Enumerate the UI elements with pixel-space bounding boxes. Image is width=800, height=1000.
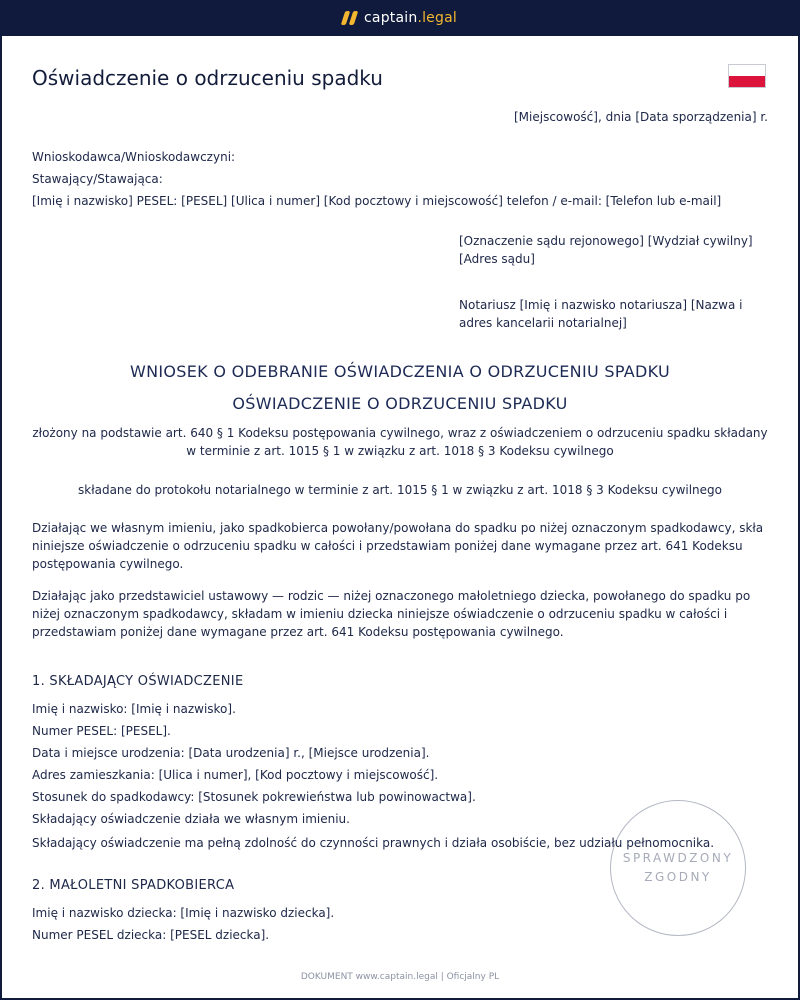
stamp-line: ZGODNY	[644, 870, 712, 884]
section1-line: Składający oświadczenie działa we własnym imieniu.	[32, 812, 350, 826]
section1-line: Imię i nazwisko: [Imię i nazwisko].	[32, 702, 236, 716]
legal-basis-line: złożony na podstawie art. 640 § 1 Kodeksu postępowania cywilnego, wraz z oświadczeniem o odrzuceniu spadku składany	[32, 426, 768, 440]
notarial-note: składane do protokołu notarialnego w terminie z art. 1015 § 1 w związku z art. 1018 § 3 Kodeksu cywilnego	[78, 483, 722, 497]
notary-line: adres kancelarii notarialnej]	[459, 316, 627, 330]
capacity-statement: Składający oświadczenie ma pełną zdolność do czynności prawnych i działa osobiście, bez udziału pełnomocnika.	[32, 836, 715, 850]
court-address	[459, 232, 753, 268]
stamp-line: SPRAWDZONY	[622, 851, 734, 865]
legal-basis-line: w terminie z art. 1015 § 1 w związku z art. 1018 § 3 Kodeksu cywilnego	[186, 444, 614, 458]
section1-line: Data i miejsce urodzenia: [Data urodzenia] r., [Miejsce urodzenia].	[32, 746, 430, 760]
section1-heading: 1. SKŁADAJĄCY OŚWIADCZENIE	[32, 674, 244, 689]
main-heading: WNIOSEK O ODEBRANIE OŚWIADCZENIA O ODRZUCENIU SPADKU	[129, 362, 670, 381]
document-title: Oświadczenie o odrzuceniu spadku	[32, 66, 383, 90]
section2-line: Imię i nazwisko dziecka: [Imię i nazwisko dziecka].	[32, 906, 335, 920]
brand-tld: .legal	[417, 10, 457, 26]
paragraph-own-behalf	[32, 519, 798, 573]
paragraph-line: niniejsze oświadczenie o odrzuceniu spadku w całości i przedstawiam poniżej dane wymagane przez art. 641 Kodeksu	[32, 539, 743, 553]
footer-text: DOKUMENT www.captain.legal | Oficjalny PL	[300, 972, 500, 982]
verification-stamp	[610, 800, 746, 936]
sub-heading: OŚWIADCZENIE O ODRZUCENIU SPADKU	[232, 394, 568, 413]
paragraph-line: postępowania cywilnego.	[32, 557, 184, 571]
appearing-label: Stawający/Stawająca:	[32, 172, 163, 186]
paragraph-line: przedstawiam poniżej dane wymagane przez art. 641 Kodeksu postępowania cywilnego.	[32, 625, 564, 639]
poland-flag-icon	[728, 64, 766, 88]
document-page	[2, 36, 798, 998]
brand-name: captain	[364, 10, 418, 26]
paragraph-legal-representative	[32, 587, 798, 641]
paragraph-line: Działając we własnym imieniu, jako spadkobierca powołany/powołana do spadku po niżej oznaczonym spadkodawcy, skła	[32, 521, 764, 535]
captain-legal-logo-icon	[341, 11, 359, 25]
applicant-label: Wnioskodawca/Wnioskodawczyni:	[32, 150, 236, 164]
brand-logo[interactable]	[343, 10, 457, 26]
notary-line: Notariusz [Imię i nazwisko notariusza] [Nazwa i	[459, 298, 743, 312]
top-bar	[0, 0, 800, 36]
paragraph-line: Działając jako przedstawiciel ustawowy — rodzic — niżej oznaczonego małoletniego dziecka, powołanego do spadku po	[32, 589, 751, 603]
section1-line: Numer PESEL: [PESEL].	[32, 724, 171, 738]
legal-basis	[2, 424, 798, 460]
applicant-details: [Imię i nazwisko] PESEL: [PESEL] [Ulica i numer] [Kod pocztowy i miejscowość] telefon / e-mail: [Telefon lub e-mail]	[32, 194, 722, 208]
section2-line: Numer PESEL dziecka: [PESEL dziecka].	[32, 928, 270, 942]
section1-line: Stosunek do spadkodawcy: [Stosunek pokrewieństwa lub powinowactwa].	[32, 790, 476, 804]
court-line: [Oznaczenie sądu rejonowego] [Wydział cywilny]	[459, 234, 753, 248]
section2-heading: 2. MAŁOLETNI SPADKOBIERCA	[32, 878, 235, 893]
place-date: [Miejscowość], dnia [Data sporządzenia] r.	[514, 110, 768, 124]
paragraph-line: niżej oznaczonym spadkodawcy, składam w imieniu dziecka niniejsze oświadczenie o odrzuceniu spadku w całości i	[32, 607, 728, 621]
section1-line: Adres zamieszkania: [Ulica i numer], [Kod pocztowy i miejscowość].	[32, 768, 439, 782]
notary-address	[459, 296, 742, 332]
court-line: [Adres sądu]	[459, 252, 535, 266]
